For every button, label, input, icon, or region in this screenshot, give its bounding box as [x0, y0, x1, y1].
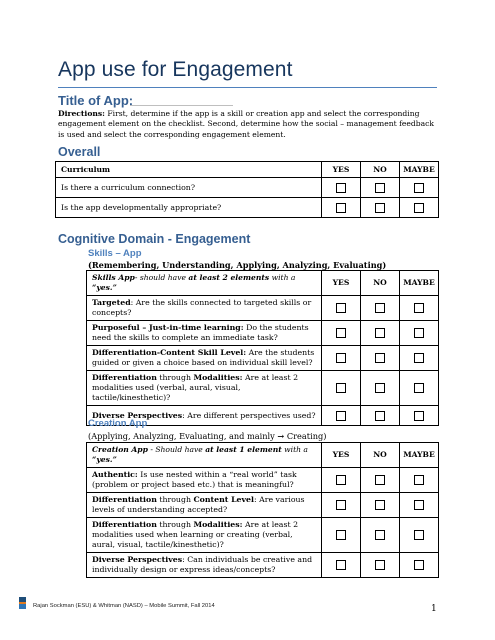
column-header-yes: YES — [322, 271, 361, 296]
maybe-cell — [400, 493, 439, 518]
maybe-cell — [400, 178, 439, 198]
maybe-cell — [400, 296, 439, 321]
row-label: Diverse Perspectives: Are different perspectives used? — [87, 406, 322, 426]
no-checkbox[interactable] — [375, 383, 385, 393]
yes-checkbox[interactable] — [336, 411, 346, 421]
app-title-blank-line[interactable] — [130, 105, 233, 106]
yes-checkbox[interactable] — [336, 500, 346, 510]
table-row — [87, 468, 439, 493]
row-label: Differentiation through Content Level: Are various levels of understanding accepted? — [87, 493, 322, 518]
skills-header-cell: Skills App- should have at least 2 elements with a “yes.” — [87, 271, 322, 296]
maybe-checkbox[interactable] — [414, 303, 424, 313]
maybe-cell — [400, 468, 439, 493]
yes-cell — [322, 468, 361, 493]
app-title-label: Title of App: — [58, 93, 134, 108]
yes-cell — [322, 296, 361, 321]
no-checkbox[interactable] — [375, 411, 385, 421]
column-header-yes: YES — [322, 162, 361, 178]
no-cell — [361, 346, 400, 371]
yes-checkbox[interactable] — [336, 475, 346, 485]
table-row — [56, 178, 439, 198]
maybe-cell — [400, 553, 439, 578]
maybe-checkbox[interactable] — [414, 328, 424, 338]
column-header-no: NO — [361, 271, 400, 296]
footer-logo-icon — [19, 597, 26, 609]
overall-table — [55, 161, 439, 218]
no-checkbox[interactable] — [375, 203, 385, 213]
yes-cell — [322, 346, 361, 371]
creation-app-table — [86, 442, 439, 578]
yes-cell — [322, 371, 361, 406]
no-checkbox[interactable] — [375, 183, 385, 193]
table-row — [87, 553, 439, 578]
table-row — [87, 346, 439, 371]
maybe-checkbox[interactable] — [414, 411, 424, 421]
maybe-cell — [400, 518, 439, 553]
maybe-checkbox[interactable] — [414, 183, 424, 193]
no-checkbox[interactable] — [375, 353, 385, 363]
maybe-checkbox[interactable] — [414, 353, 424, 363]
maybe-cell — [400, 371, 439, 406]
table-row — [87, 321, 439, 346]
overall-header-row — [56, 162, 439, 178]
maybe-checkbox[interactable] — [414, 530, 424, 540]
table-row — [87, 493, 439, 518]
column-header-maybe: MAYBE — [400, 271, 439, 296]
table-row — [87, 371, 439, 406]
page-number: 1 — [431, 604, 437, 614]
no-cell — [361, 178, 400, 198]
yes-cell — [322, 198, 361, 218]
column-header-no: NO — [361, 443, 400, 468]
yes-checkbox[interactable] — [336, 328, 346, 338]
row-label: Differentiation-Content Skill Level: Are the students guided or given a choice based on individual skill level? — [87, 346, 322, 371]
yes-checkbox[interactable] — [336, 560, 346, 570]
overall-heading: Overall — [58, 145, 101, 159]
cognitive-domain-heading: Cognitive Domain - Engagement — [58, 232, 251, 246]
row-label: Authentic: Is use nested within a “real world” task (problem or project based etc.) that is meaningful? — [87, 468, 322, 493]
arrow-right-icon: → — [277, 431, 285, 441]
maybe-cell — [400, 406, 439, 426]
yes-cell — [322, 518, 361, 553]
column-header-maybe: MAYBE — [400, 162, 439, 178]
table-row — [56, 198, 439, 218]
row-label: Differentiation through Modalities: Are at least 2 modalities used when learning or creating (verbal, aural, visual, tactile/kinesthetic)? — [87, 518, 322, 553]
row-label: Differentiation through Modalities: Are at least 2 modalities used (verbal, aural, visual, tactile/kinesthetic)? — [87, 371, 322, 406]
creation-app-heading: Creation App — [88, 418, 148, 429]
yes-checkbox[interactable] — [336, 183, 346, 193]
column-header-no: NO — [361, 162, 400, 178]
title-underline — [58, 87, 437, 88]
row-label: Is the app developmentally appropriate? — [56, 198, 322, 218]
no-checkbox[interactable] — [375, 530, 385, 540]
maybe-checkbox[interactable] — [414, 203, 424, 213]
no-checkbox[interactable] — [375, 303, 385, 313]
maybe-checkbox[interactable] — [414, 500, 424, 510]
maybe-checkbox[interactable] — [414, 560, 424, 570]
skills-app-heading: Skills – App — [88, 248, 142, 259]
column-header-yes: YES — [322, 443, 361, 468]
table-row — [87, 296, 439, 321]
no-checkbox[interactable] — [375, 500, 385, 510]
row-label: Targeted: Are the skills connected to targeted skills or concepts? — [87, 296, 322, 321]
directions-paragraph — [58, 109, 440, 140]
no-cell — [361, 468, 400, 493]
no-cell — [361, 518, 400, 553]
no-cell — [361, 371, 400, 406]
no-cell — [361, 553, 400, 578]
yes-cell — [322, 321, 361, 346]
directions-label: Directions: — [58, 109, 105, 118]
maybe-cell — [400, 346, 439, 371]
creation-app-subheading: (Applying, Analyzing, Evaluating, and mainly → Creating) — [88, 431, 327, 441]
no-cell — [361, 493, 400, 518]
column-header-maybe: MAYBE — [400, 443, 439, 468]
page-title: App use for Engagement — [58, 58, 293, 81]
maybe-cell — [400, 321, 439, 346]
no-checkbox[interactable] — [375, 475, 385, 485]
no-cell — [361, 321, 400, 346]
table-row — [87, 518, 439, 553]
skills-header-row — [87, 271, 439, 296]
column-header-curriculum: Curriculum — [56, 162, 322, 178]
directions-text: First, determine if the app is a skill or creation app and select the corresponding engagement element on the checklist. Second, determine how the social – management feedback is used and select the corresponding engagement element. — [58, 109, 434, 139]
row-label: Is there a curriculum connection? — [56, 178, 322, 198]
footer-credit: Rajan Sockman (ESU) & Whitman (NASD) – Mobile Summit, Fall 2014 — [33, 603, 215, 609]
yes-checkbox[interactable] — [336, 353, 346, 363]
no-cell — [361, 406, 400, 426]
maybe-checkbox[interactable] — [414, 475, 424, 485]
yes-cell — [322, 553, 361, 578]
no-cell — [361, 198, 400, 218]
no-checkbox[interactable] — [375, 560, 385, 570]
maybe-cell — [400, 198, 439, 218]
yes-checkbox[interactable] — [336, 203, 346, 213]
maybe-checkbox[interactable] — [414, 383, 424, 393]
yes-checkbox[interactable] — [336, 303, 346, 313]
no-cell — [361, 296, 400, 321]
no-checkbox[interactable] — [375, 328, 385, 338]
skills-app-subheading: (Remembering, Understanding, Applying, Analyzing, Evaluating) — [88, 260, 387, 270]
skills-app-table — [86, 270, 439, 426]
yes-checkbox[interactable] — [336, 530, 346, 540]
row-label: Diverse Perspectives: Can individuals be creative and individually design or express ideas/concepts? — [87, 553, 322, 578]
row-label: Purposeful – Just-in-time learning: Do the students need the skills to complete an immediate task? — [87, 321, 322, 346]
yes-cell — [322, 493, 361, 518]
yes-cell — [322, 178, 361, 198]
yes-cell — [322, 406, 361, 426]
creation-header-cell: Creation App - Should have at least 1 element with a “yes.” — [87, 443, 322, 468]
yes-checkbox[interactable] — [336, 383, 346, 393]
creation-header-row — [87, 443, 439, 468]
